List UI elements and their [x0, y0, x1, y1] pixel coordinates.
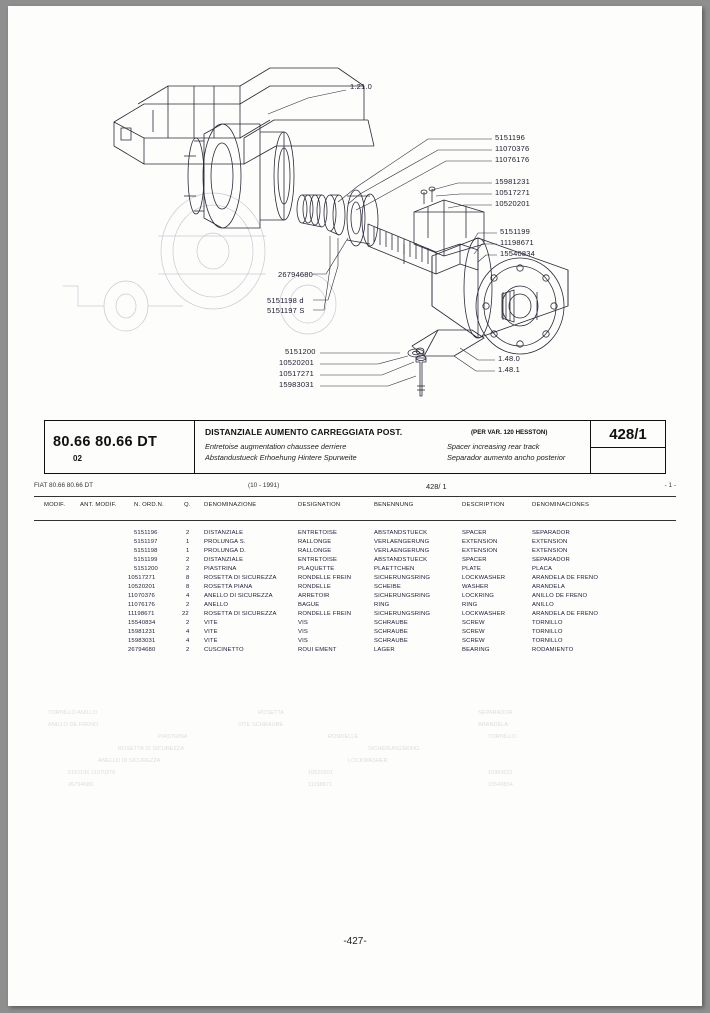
row-es: ARANDELA DE FRENO [532, 611, 599, 617]
description-spanish: Separador aumento ancho posterior [447, 453, 566, 462]
row-q: 1 [186, 548, 190, 554]
row-en: RING [462, 602, 478, 608]
row-q: 2 [186, 530, 190, 536]
row-es: PLACA [532, 566, 553, 572]
row-de: PLAETTCHEN [374, 566, 415, 572]
title-block-number-cell [591, 421, 665, 473]
callout-10520201: 10520201 [495, 199, 530, 208]
row-it: PIASTRINA [204, 566, 237, 572]
callout-5151199: 5151199 [500, 227, 531, 236]
row-de: SCHEIBE [374, 584, 401, 590]
title-block-model-cell [45, 421, 195, 473]
diagram-svg [8, 6, 702, 411]
callout-1-48-0: 1.48.0 [498, 354, 521, 363]
description-french: Entretoise augmentation chaussee derriere [205, 442, 347, 451]
table-header-code: 428/ 1 [426, 482, 447, 491]
description-italian: DISTANZIALE AUMENTO CARREGGIATA POST. [205, 427, 403, 437]
column-header-ord-n: N. ORD.N. [134, 502, 164, 508]
row-ord: 15983031 [128, 638, 156, 644]
column-header-q: Q. [184, 502, 191, 508]
callout-11076176: 11076176 [495, 155, 530, 164]
row-ord: 15540834 [128, 620, 156, 626]
row-en: SCREW [462, 629, 485, 635]
row-q: 8 [186, 575, 190, 581]
row-fr: ENTRETOISE [298, 557, 338, 563]
callout-11070376: 11070376 [495, 144, 530, 153]
row-en: SCREW [462, 638, 485, 644]
row-es: ANILLO [532, 602, 554, 608]
row-de: LAGER [374, 647, 395, 653]
row-fr: VIS [298, 620, 308, 626]
row-q: 4 [186, 638, 190, 644]
column-header-benennung: BENENNUNG [374, 502, 414, 508]
row-fr: ENTRETOISE [298, 530, 338, 536]
row-it: CUSCINETTO [204, 647, 244, 653]
bleed-through-text: TORNILLO ANILLO ROSETTA SEPARADOR ANILLO DE FRENO VITE SCHRAUBE ARANDELA PIASTRINA RONDELLE TORNILLO ROSETTA DI SICUREZZA SICHERUNGSRING ANELLO DI SICUREZZA LOCKWASHER 5151196 11070376 10520201 15983031 26794680 11198671 15540834 [48, 710, 516, 788]
callout-11198671: 11198671 [500, 238, 534, 247]
row-de: SCHRAUBE [374, 620, 408, 626]
row-q: 2 [186, 566, 190, 572]
exploded-parts-diagram [8, 6, 702, 411]
callout-10517271: 10517271 [495, 188, 530, 197]
row-es: TORNILLO [532, 638, 563, 644]
column-header-ant-modif: ANT. MODIF. [80, 502, 117, 508]
row-es: RODAMIENTO [532, 647, 574, 653]
row-de: SCHRAUBE [374, 629, 408, 635]
callout-26794680: 26794680 [278, 270, 313, 279]
row-en: LOCKWASHER [462, 575, 506, 581]
model-subcode: 02 [73, 454, 82, 463]
row-en: LOCKRING [462, 593, 494, 599]
description-variant: (PER VAR. 120 HESSTON) [471, 429, 548, 436]
column-header-denominaciones: DENOMINACIONES [532, 502, 590, 508]
callout-10517271-b: 10517271 [279, 369, 314, 378]
callout-5151198: 5151198 d [267, 296, 304, 305]
row-it: DISTANZIALE [204, 530, 244, 536]
table-header-date: (10 - 1991) [248, 482, 280, 489]
row-es: EXTENSION [532, 548, 568, 554]
row-it: ANELLO DI SICUREZZA [204, 593, 273, 599]
callout-1-21-0: 1.21.0 [350, 82, 373, 91]
row-q: 2 [186, 557, 190, 563]
row-q: 1 [186, 539, 190, 545]
row-q: 2 [186, 647, 190, 653]
column-header-description: DESCRIPTION [462, 502, 505, 508]
description-german: Abstandustueck Erhoehung Hintere Spurweite [205, 453, 357, 462]
row-fr: VIS [298, 638, 308, 644]
row-ord: 10520201 [128, 584, 156, 590]
row-es: SEPARADOR [532, 557, 570, 563]
parts-table [8, 482, 702, 732]
callout-15981231: 15981231 [495, 177, 530, 186]
row-de: SICHERUNGSRING [374, 575, 431, 581]
row-ord: 26794680 [128, 647, 156, 653]
row-it: ROSETTA PIANA [204, 584, 253, 590]
row-de: SICHERUNGSRING [374, 593, 431, 599]
row-es: EXTENSION [532, 539, 568, 545]
row-ord: 5151199 [134, 557, 158, 563]
row-de: ABSTANDSTUECK [374, 557, 428, 563]
column-header-designation: DESIGNATION [298, 502, 341, 508]
row-es: TORNILLO [532, 620, 563, 626]
row-ord: 10517271 [128, 575, 156, 581]
row-en: EXTENSION [462, 539, 498, 545]
row-fr: RALLONGE [298, 539, 332, 545]
row-en: SPACER [462, 530, 487, 536]
row-en: PLATE [462, 566, 481, 572]
row-fr: RONDELLE FREIN [298, 575, 352, 581]
row-fr: RALLONGE [298, 548, 332, 554]
callout-15540834: 15540834 [500, 249, 535, 258]
row-de: ABSTANDSTUECK [374, 530, 428, 536]
row-it: ROSETTA DI SICUREZZA [204, 611, 277, 617]
row-it: DISTANZIALE [204, 557, 244, 563]
row-en: LOCKWASHER [462, 611, 506, 617]
row-it: VITE [204, 620, 218, 626]
row-de: RING [374, 602, 390, 608]
callout-5151196: 5151196 [495, 133, 526, 142]
row-it: PROLUNGA S. [204, 539, 246, 545]
row-it: ROSETTA DI SICUREZZA [204, 575, 277, 581]
row-ord: 15981231 [128, 629, 156, 635]
row-it: PROLUNGA D. [204, 548, 246, 554]
row-ord: 5151196 [134, 530, 158, 536]
row-fr: ROUI EMENT [298, 647, 337, 653]
model-name: 80.66 80.66 DT [53, 434, 158, 450]
row-ord: 11076176 [128, 602, 155, 608]
row-it: VITE [204, 638, 218, 644]
row-fr: PLAQUETTE [298, 566, 335, 572]
callout-5151197: 5151197 S [267, 306, 305, 315]
row-de: VERLAENGERUNG [374, 539, 430, 545]
row-en: SCREW [462, 620, 485, 626]
column-header-modif: MODIF. [44, 502, 66, 508]
title-block-description-cell [195, 421, 591, 473]
table-rule-top [34, 496, 676, 497]
row-es: TORNILLO [532, 629, 563, 635]
row-q: 2 [186, 602, 190, 608]
callout-15983031: 15983031 [279, 380, 314, 389]
row-es: SEPARADOR [532, 530, 570, 536]
description-english: Spacer increasing rear track [447, 442, 540, 451]
row-en: SPACER [462, 557, 487, 563]
table-number: 428/1 [609, 426, 647, 443]
row-de: SCHRAUBE [374, 638, 408, 644]
row-it: ANELLO [204, 602, 229, 608]
callout-5151200: 5151200 [285, 347, 316, 356]
row-it: VITE [204, 629, 218, 635]
row-fr: VIS [298, 629, 308, 635]
row-fr: RONDELLE [298, 584, 331, 590]
row-de: SICHERUNGSRING [374, 611, 431, 617]
row-ord: 5151200 [134, 566, 158, 572]
row-fr: ARRETOIR [298, 593, 330, 599]
row-ord: 5151198 [134, 548, 158, 554]
row-q: 4 [186, 593, 190, 599]
row-q: 8 [186, 584, 190, 590]
row-fr: RONDELLE FREIN [298, 611, 352, 617]
row-q: 4 [186, 629, 190, 635]
page-number: -427- [343, 936, 367, 947]
callout-1-48-1: 1.48.1 [498, 365, 521, 374]
row-de: VERLAENGERUNG [374, 548, 430, 554]
table-header-model: FIAT 80.66 80.66 DT [34, 482, 94, 489]
row-es: ARANDELA DE FRENO [532, 575, 599, 581]
row-q: 22 [182, 611, 189, 617]
row-ord: 11070376 [128, 593, 155, 599]
table-header-page: - 1 - [664, 482, 676, 489]
row-en: EXTENSION [462, 548, 498, 554]
row-ord: 11198671 [128, 611, 155, 617]
row-en: WASHER [462, 584, 489, 590]
table-number-divider [591, 447, 665, 448]
row-fr: BAGUE [298, 602, 320, 608]
table-rule-under-headers [34, 520, 676, 521]
title-block [44, 420, 666, 474]
row-es: ARANDELA [532, 584, 565, 590]
row-en: BEARING [462, 647, 490, 653]
callout-10520201-b: 10520201 [279, 358, 314, 367]
row-q: 2 [186, 620, 190, 626]
catalog-page [8, 6, 702, 1006]
row-ord: 5151197 [134, 539, 158, 545]
column-header-denominazione: DENOMINAZIONE [204, 502, 257, 508]
row-es: ANILLO DE FRENO [532, 593, 588, 599]
